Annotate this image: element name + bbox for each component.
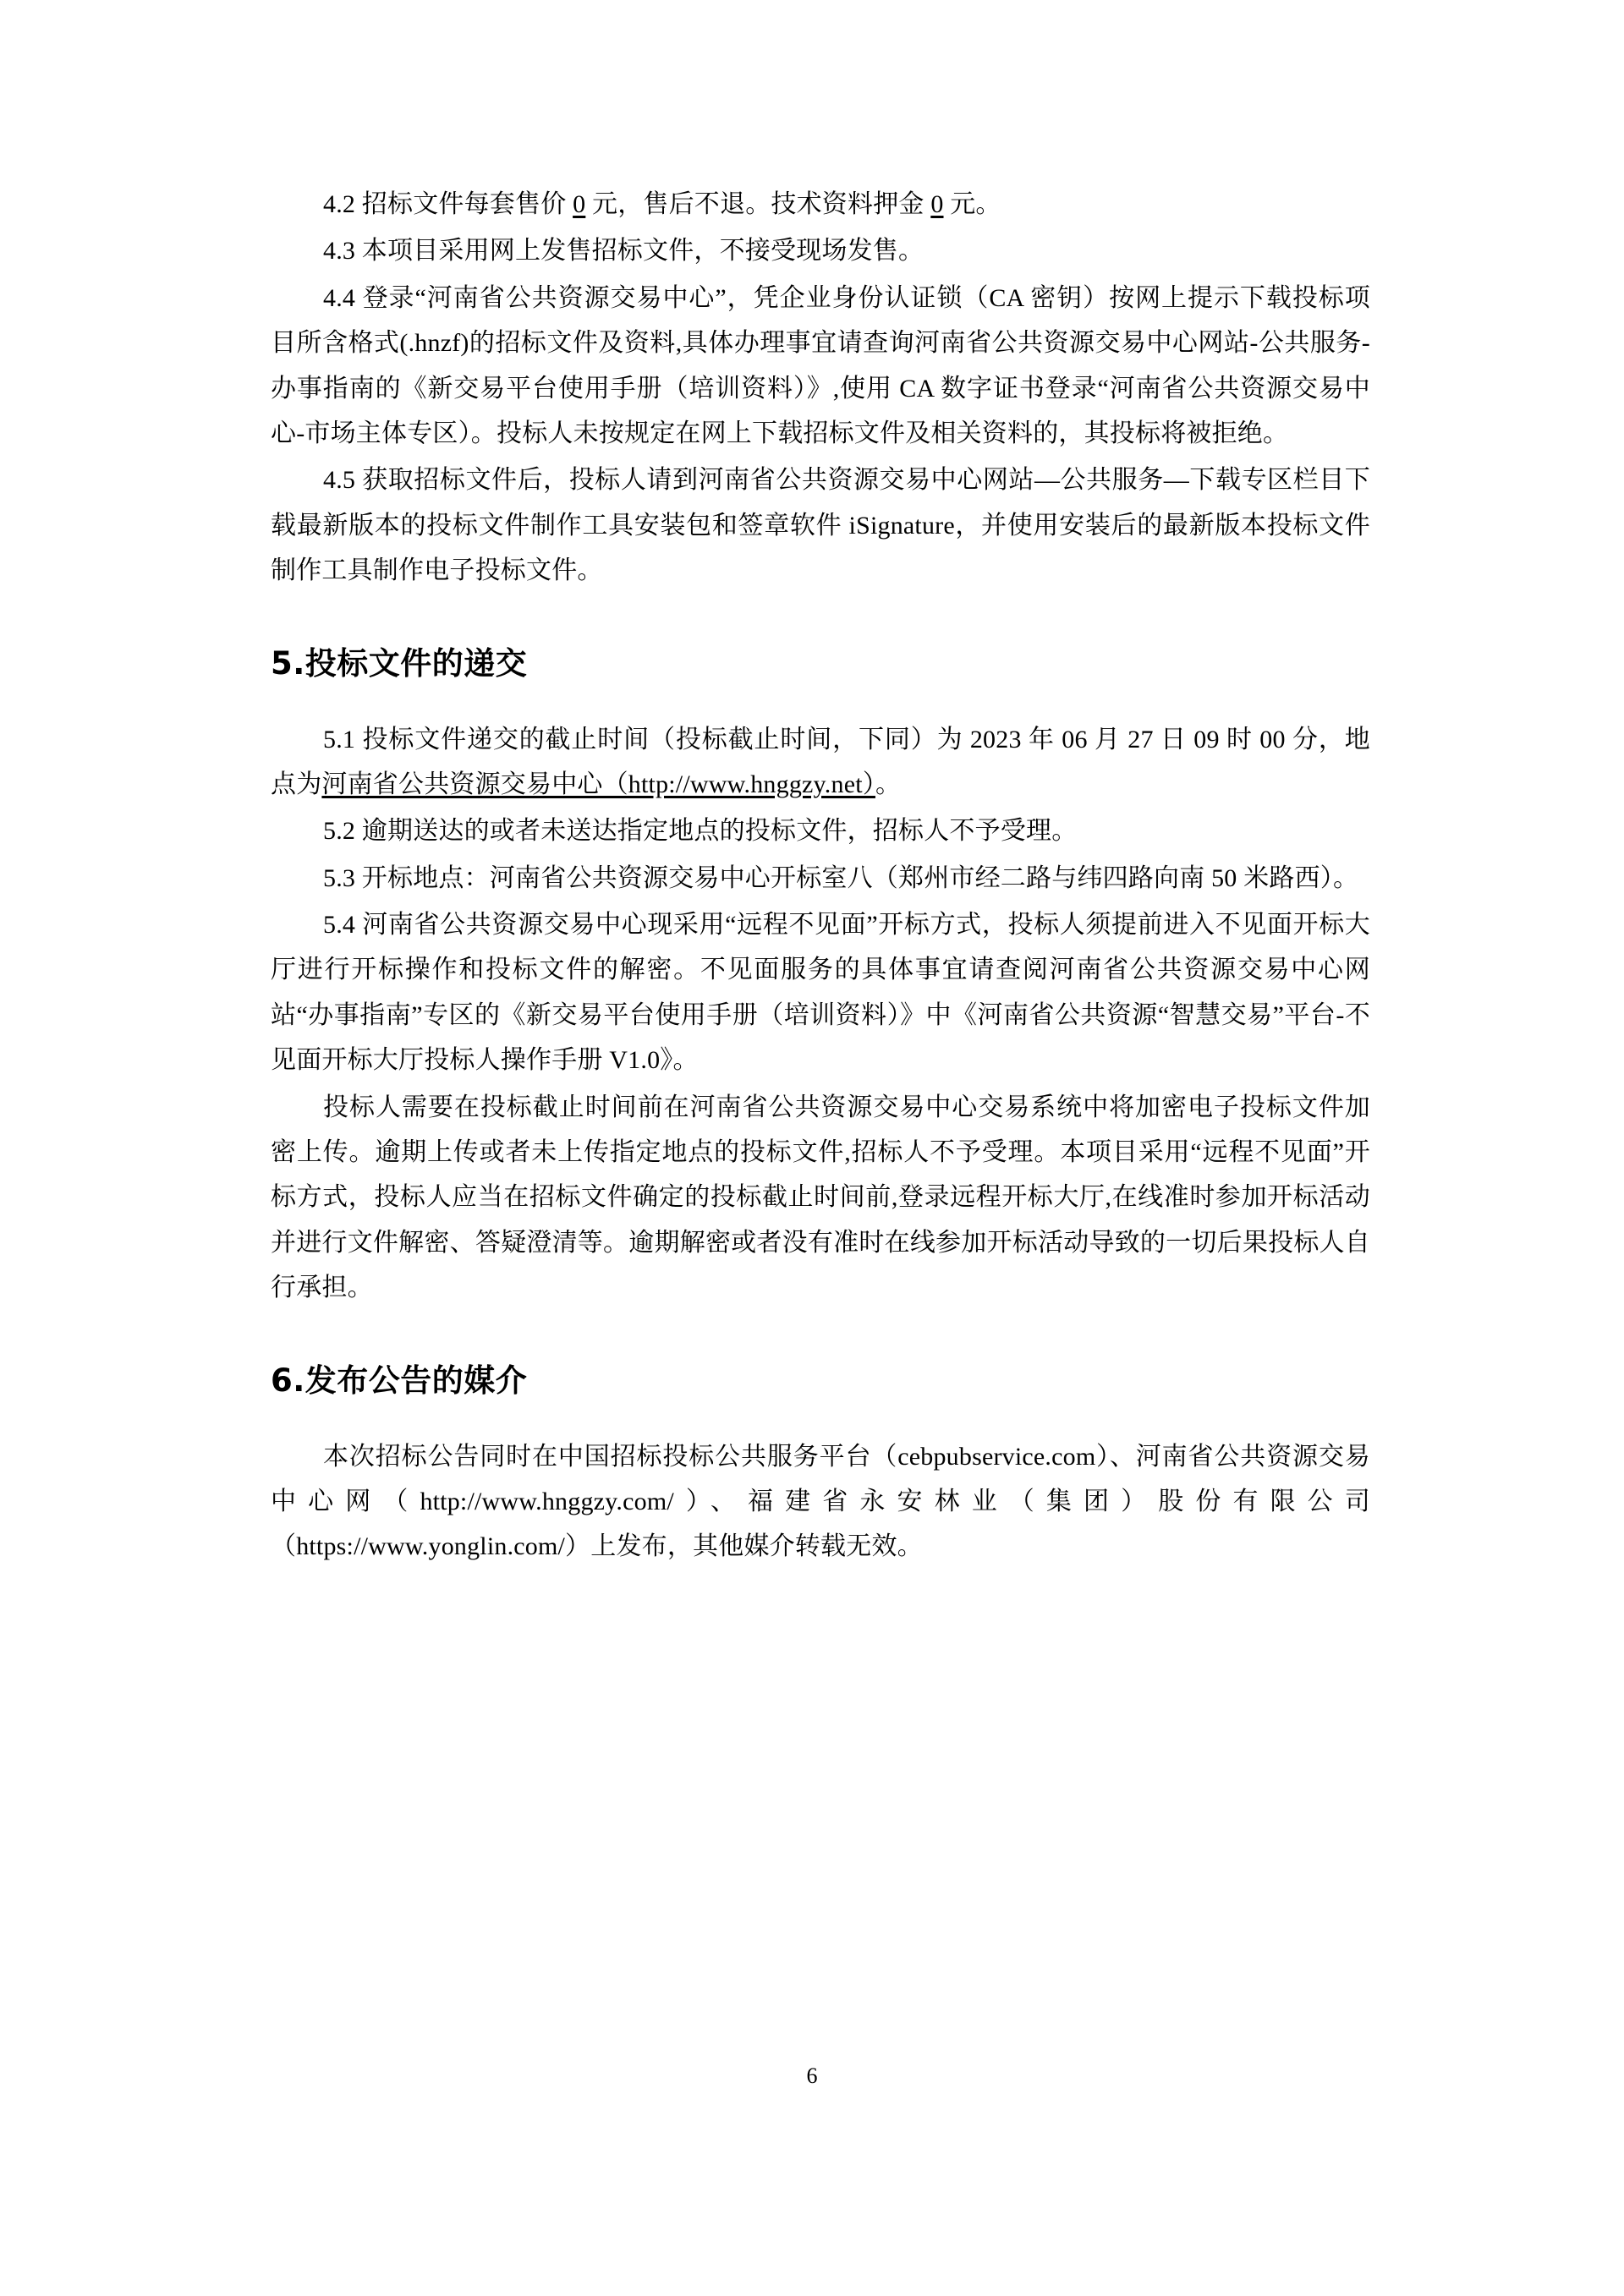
paragraph-5-4: 5.4 河南省公共资源交易中心现采用“远程不见面”开标方式，投标人须提前进入不见面开标大厅进行开标操作和投标文件的解密。不见面服务的具体事宜请查阅河南省公共资源交易中心网站“办事指南”专区的《新交易平台使用手册（培训资料）》中《河南省公共资源“智慧交易”平台-不见面开标大厅投标人操作手册 V1.0》。 xyxy=(271,911,1370,1075)
paragraph-4-5: 4.5 获取招标文件后，投标人请到河南省公共资源交易中心网站—公共服务—下载专区栏目下载最新版本的投标文件制作工具安装包和签章软件 iSignature，并使用安装后的最新版本投标文件制作工具制作电子投标文件。 xyxy=(271,466,1370,585)
paragraph-5-2: 5.2 逾期送达的或者未送达指定地点的投标文件，招标人不予受理。 xyxy=(323,817,1078,846)
paragraph-4-3: 4.3 本项目采用网上发售招标文件，不接受现场发售。 xyxy=(323,237,924,266)
paragraph-5-5: 投标人需要在投标截止时间前在河南省公共资源交易中心交易系统中将加密电子投标文件加密上传。逾期上传或者未上传指定地点的投标文件,招标人不予受理。本项目采用“远程不见面”开标方式，投标人应当在招标文件确定的投标截止时间前,登录远程开标大厅,在线准时参加开标活动并进行文件解密、答疑澄清等。逾期解密或者没有准时在线参加开标活动导致的一切后果投标人自行承担。 xyxy=(271,1093,1370,1302)
paragraph-4-2: 4.2 招标文件每套售价 0 元，售后不退。技术资料押金 0 元。 xyxy=(323,190,1001,218)
heading-section-5: 5.投标文件的递交 xyxy=(271,644,528,682)
paragraph-6-1: 本次招标公告同时在中国招标投标公共服务平台（cebpubservice.com）、河南省公共资源交易中心网（http://www.hnggzy.com/）、福建省永安林业（集团）股份有限公司（https://www.yonglin.com/）上发布，其他媒介转载无效。 xyxy=(271,1442,1370,1561)
paragraph-5-1: 5.1 投标文件递交的截止时间（投标截止时间，下同）为 2023 年 06 月 27 日 09 时 00 分，地点为河南省公共资源交易中心（http://www.hnggzy.net）。 xyxy=(271,725,1370,798)
paragraph-5-3: 5.3 开标地点：河南省公共资源交易中心开标室八（郑州市经二路与纬四路向南 50 米路西）。 xyxy=(323,863,1359,892)
paragraph-4-4: 4.4 登录“河南省公共资源交易中心”，凭企业身份认证锁（CA 密钥）按网上提示下载投标项目所含格式(.hnzf)的招标文件及资料,具体办理事宜请查询河南省公共资源交易中心网站-公共服务-办事指南的《新交易平台使用手册（培训资料）》,使用 CA 数字证书登录“河南省公共资源交易中心-市场主体专区）。投标人未按规定在网上下载招标文件及相关资料的，其投标将被拒绝。 xyxy=(271,283,1370,447)
document-body xyxy=(271,182,1370,1571)
heading-section-6: 6.发布公告的媒介 xyxy=(271,1362,528,1399)
page-footer xyxy=(0,2063,1624,2089)
page-number: 6 xyxy=(806,2063,818,2088)
